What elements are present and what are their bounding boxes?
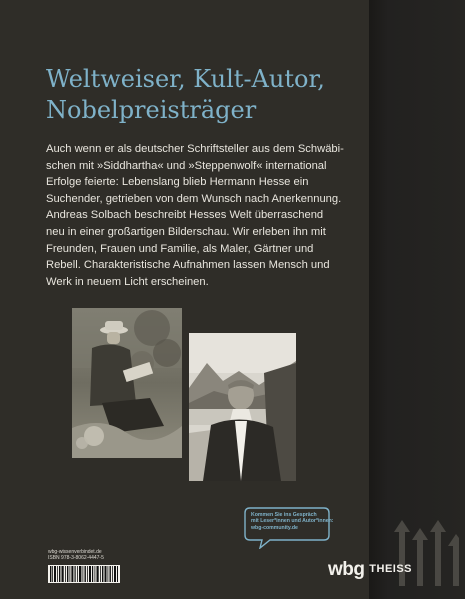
photo-hesse-portrait-lake [189, 333, 296, 481]
blurb-text [46, 141, 346, 290]
blurb-line: neu in einer großartigen Bilderschau. Wir erleben ihn mit [46, 225, 326, 238]
blurb-line: Suchender, getrieben von dem Wunsch nach Anerkennung. [46, 192, 342, 205]
bubble-line-3: wbg-community.de [251, 524, 298, 531]
headline-line-2: Nobelpreisträger [46, 96, 257, 124]
blurb-line: Erfolge feierte: Lebenslang blieb Hermann Hesse ein [46, 176, 309, 189]
publisher-logo [328, 559, 412, 581]
logo-brand: wbg [328, 559, 365, 580]
blurb-line: Auch wenn er als deutscher Schriftsteller aus dem Schwäbi- [46, 143, 344, 155]
blurb-line: Werk in neuem Licht erscheinen. [46, 275, 209, 288]
barcode-info [48, 549, 104, 561]
photo-hesse-painting-outdoors [72, 308, 182, 458]
isbn-number: ISBN 978-3-8062-4447-5 [48, 555, 104, 561]
logo-imprint: THEISS [369, 563, 413, 575]
barcode-graphic [48, 565, 120, 583]
headline-line-1: Weltweiser, Kult-Autor, [46, 65, 325, 93]
bubble-line-1: Kommen Sie ins Gespräch [251, 512, 317, 518]
publisher-website: wbg-wissenverbindet.de [48, 549, 102, 555]
bubble-line-2: mit Leser*innen und Autor*innen: [251, 518, 334, 525]
community-invitation [251, 512, 334, 531]
blurb-line: Andreas Solbach beschreibt Hesses Welt überraschend [46, 209, 324, 222]
blurb-line: Freunden, Frauen und Familie, als Maler, Gärtner und [46, 242, 314, 255]
blurb-line: schen mit »Siddhartha« und »Steppenwolf« international [46, 159, 327, 172]
cover-headline [46, 64, 356, 126]
blurb-line: Rebell. Charakteristische Aufnahmen lassen Mensch und [46, 259, 330, 272]
book-spine [369, 0, 465, 599]
